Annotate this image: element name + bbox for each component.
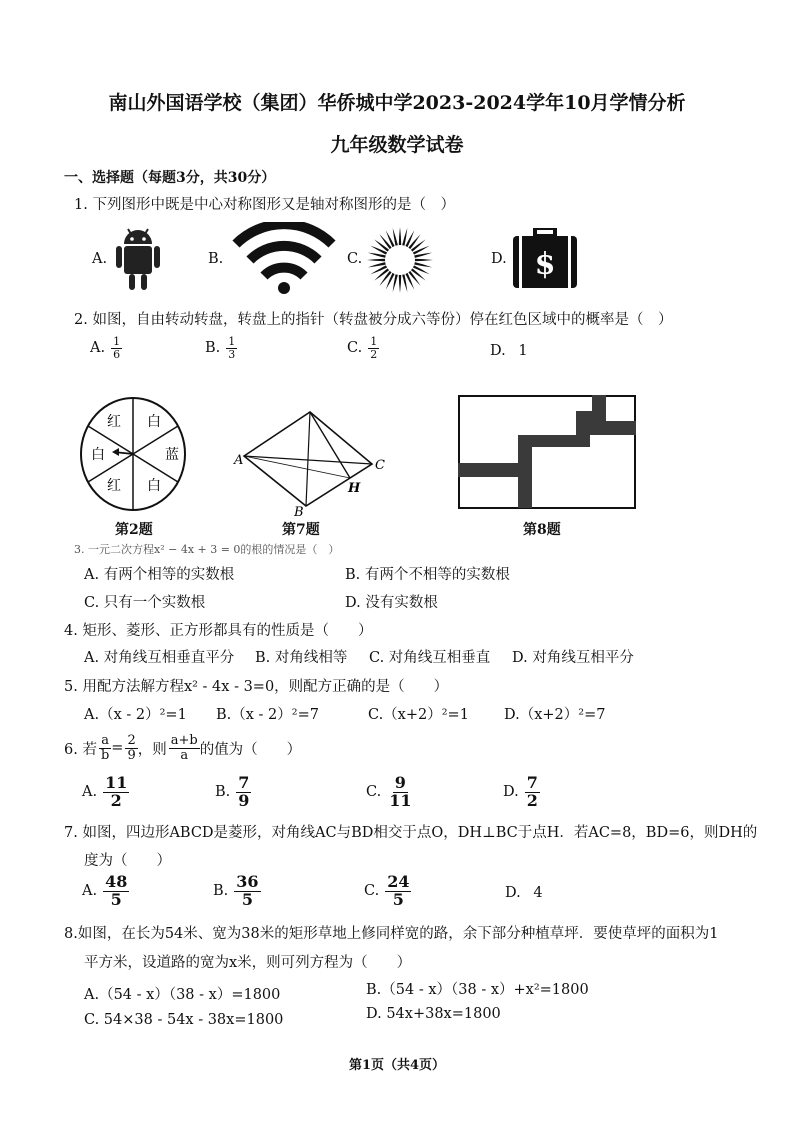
q8-option-a: A.（54 - x）（38 - x）=1800 [84,987,281,1003]
question-5-text: 5. 用配方法解方程x² - 4x - 3=0，则配方正确的是（ ） [64,679,449,695]
q7-option-a [82,874,129,909]
sunburst-icon [366,226,434,294]
q7-option-c [364,874,411,909]
denominator: 9 [127,747,136,763]
q1-option-a-label: A. [92,251,108,267]
spinner-wheel-figure [78,396,188,512]
q2-option-c [347,336,379,360]
option-label: C. [347,340,363,357]
numerator: 2 [127,733,136,748]
option-label: B. [215,784,231,801]
numerator: 48 [105,872,128,891]
question-4-text: 4. 矩形、菱形、正方形都具有的性质是（ ） [64,623,373,639]
numerator: 11 [105,773,128,792]
wheel-sector-1: 红 [107,414,121,430]
q2-option-a [90,336,122,360]
denominator: 11 [389,790,412,810]
numerator: 1 [228,335,236,348]
denominator: 9 [238,790,250,810]
sunburst-ray [414,259,433,262]
figure-caption-8: 第8题 [523,522,561,538]
denominator: 5 [110,889,122,909]
q1-option-b-label: B. [208,251,224,267]
q7-option-d [505,885,543,901]
question-7-text-line2: 度为（ ） [84,853,171,869]
q8-option-b: B.（54 - x）（38 - x）+x²=1800 [366,982,589,998]
q5-option-c: C.（x+2）²=1 [368,707,469,723]
numerator: 36 [236,872,259,891]
q4-option-d: D. 对角线互相平分 [512,650,634,666]
numerator: a [101,733,109,748]
svg-text:$: $ [534,247,556,282]
page-number: 第1页（共4页） [348,1058,446,1073]
numerator: 7 [238,773,250,792]
question-3-text: 3. 一元二次方程x² − 4x + 3 = 0的根的情况是（ ） [74,543,340,556]
q8-option-d: D. 54x+38x=1800 [366,1006,501,1022]
rhombus-figure [232,402,392,516]
option-label: C. [364,883,380,900]
q4-option-c: C. 对角线互相垂直 [369,650,491,666]
android-icon [116,224,160,294]
briefcase-dollar-icon [513,228,577,288]
question-6-text [64,734,301,762]
q5-option-d: D.（x+2）²=7 [504,707,606,723]
q5-option-a: A.（x - 2）²=1 [84,707,187,723]
denominator: b [100,747,110,763]
q1-option-c-label: C. [347,251,363,267]
numerator: 9 [394,773,406,792]
question-8-text-line2: 平方米，设道路的宽为x米，则可列方程为（ ） [84,955,412,971]
sunburst-ray [367,259,386,262]
q6-option-d [503,775,540,810]
q3-option-d: D. 没有实数根 [345,595,438,611]
equals-sign: = [111,740,124,757]
numerator: 1 [370,335,378,348]
q6-suffix: 的值为（ ） [199,741,302,758]
numerator: 24 [387,872,410,891]
vertex-b: B [294,505,304,516]
q6-option-c [366,775,413,810]
q6-middle: ，则 [137,741,167,758]
option-label: D. [490,343,506,359]
q2-option-b [205,336,237,360]
q3-option-a: A. 有两个相等的实数根 [84,567,235,583]
q6-prefix: 6. 若 [64,741,97,758]
q3-option-b: B. 有两个不相等的实数根 [345,567,510,583]
wheel-sector-4: 白 [147,478,161,494]
option-label: C. [366,784,382,801]
option-label: A. [90,340,106,357]
exam-subtitle: 九年级数学试卷 [330,134,464,156]
q6-option-a [82,775,129,810]
q2-option-d [490,343,528,359]
option-value: 4 [533,885,543,901]
wheel-sector-2: 白 [147,414,161,430]
denominator: 6 [113,347,121,361]
denominator: 5 [241,889,253,909]
q4-option-a: A. 对角线互相垂直平分 [84,650,235,666]
sunburst-ray [399,227,402,246]
numerator: 1 [113,335,121,348]
wheel-sector-5: 红 [107,478,121,494]
denominator: a [180,747,189,763]
vertex-a: A [234,453,244,468]
option-label: B. [213,883,229,900]
option-label: A. [82,883,98,900]
figure-caption-2: 第2题 [115,522,153,538]
question-2-text: 2. 如图，自由转动转盘，转盘上的指针（转盘被分成六等份）停在红色区域中的概率是（ ） [74,312,673,328]
wheel-sector-6: 白 [91,447,105,463]
option-label: A. [82,784,98,801]
denominator: 2 [526,790,538,810]
exam-title: 南山外国语学校（集团）华侨城中学2023-2024学年10月学情分析 [108,92,686,114]
option-label: D. [505,885,521,901]
q8-option-c: C. 54×38 - 54x - 38x=1800 [84,1012,284,1028]
question-1-text: 1. 下列图形中既是中心对称图形又是轴对称图形的是（ ） [74,197,455,213]
q6-option-b [215,775,251,810]
question-8-text-line1: 8.如图，在长为54米、宽为38米的矩形草地上修同样宽的路，余下部分种植草坪．要使草坪的面积为1 [64,926,719,942]
numerator: a+b [170,733,198,748]
sunburst-ray [399,274,402,293]
section-heading: 一、选择题（每题3分，共30分） [64,170,276,186]
question-7-text-line1: 7. 如图，四边形ABCD是菱形，对角线AC与BD相交于点O，DH⊥BC于点H．若AC=8，BD=6，则DH的 [64,825,758,841]
q7-option-b [213,874,261,909]
option-value: 1 [518,343,528,359]
q1-option-d-label: D. [491,251,507,267]
figure-caption-7: 第7题 [282,522,320,538]
wifi-icon [232,222,336,296]
wheel-sector-3: 蓝 [165,447,179,463]
denominator: 3 [228,347,236,361]
vertex-c: C [375,458,385,473]
option-label: B. [205,340,221,357]
numerator: 7 [526,773,538,792]
denominator: 2 [110,790,122,810]
q3-option-c: C. 只有一个实数根 [84,595,206,611]
q5-option-b: B.（x - 2）²=7 [216,707,319,723]
denominator: 5 [392,889,404,909]
grass-road-figure [458,395,636,509]
point-h: H [348,481,361,496]
option-label: D. [503,784,519,801]
q4-option-b: B. 对角线相等 [255,650,348,666]
denominator: 2 [370,347,378,361]
